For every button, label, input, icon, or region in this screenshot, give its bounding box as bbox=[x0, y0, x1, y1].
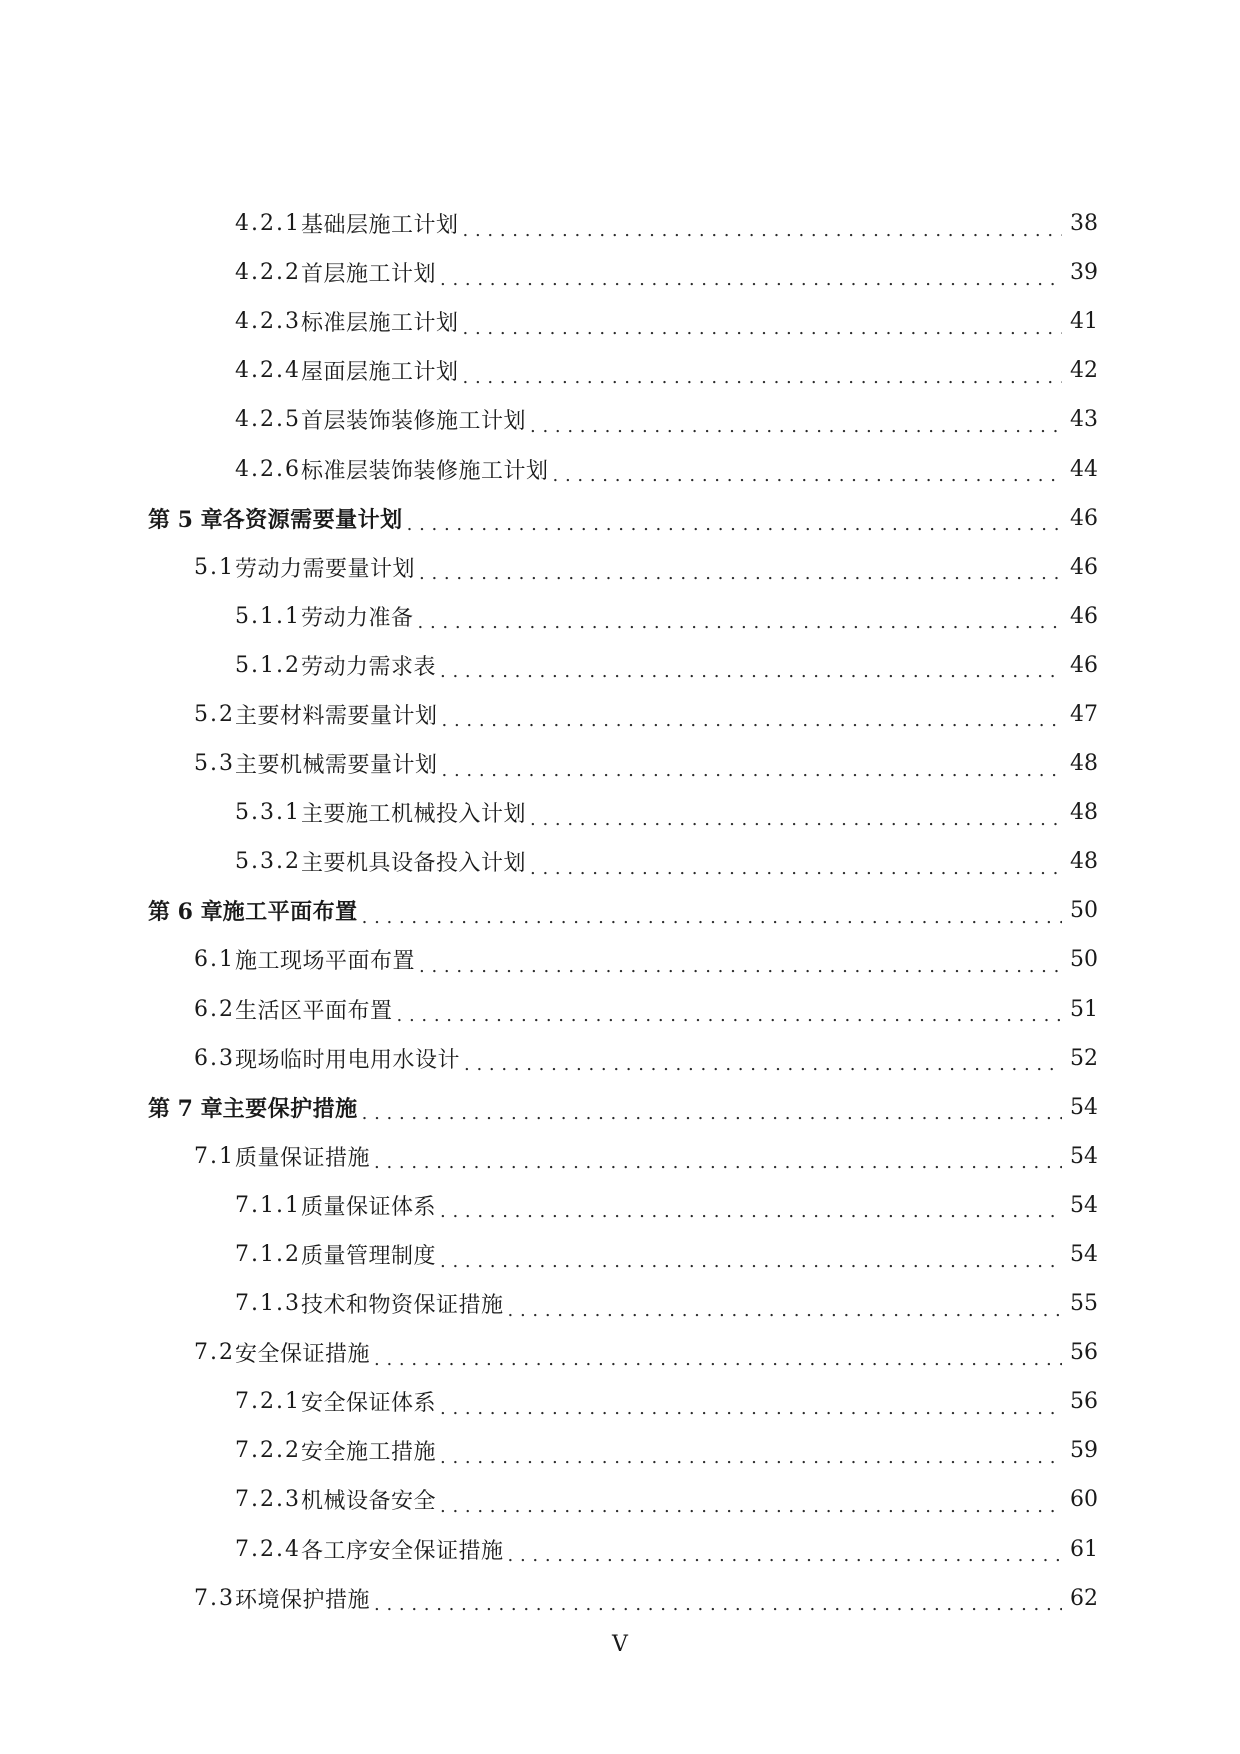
toc-entry-page: 46 bbox=[1070, 652, 1098, 678]
dot-leader bbox=[440, 1248, 1062, 1270]
toc-entry-page: 59 bbox=[1070, 1438, 1098, 1464]
dot-leader bbox=[464, 1051, 1062, 1073]
toc-entry[interactable] bbox=[148, 1475, 1096, 1524]
toc-entry-title: 环境保护措施 bbox=[235, 1587, 371, 1613]
toc-section-entry[interactable] bbox=[148, 690, 1096, 739]
toc-entry-page: 55 bbox=[1070, 1291, 1098, 1317]
toc-entry-number: 7.2.3 bbox=[235, 1487, 301, 1513]
toc-entry-page: 50 bbox=[1070, 947, 1098, 973]
dot-leader bbox=[362, 1100, 1062, 1122]
dot-leader bbox=[440, 1493, 1062, 1515]
toc-entry-title: 标准层施工计划 bbox=[300, 311, 459, 337]
toc-entry-title: 首层装饰装修施工计划 bbox=[300, 409, 526, 435]
toc-entry[interactable] bbox=[148, 1279, 1096, 1328]
dot-leader bbox=[463, 315, 1063, 337]
toc-entry[interactable] bbox=[148, 1230, 1096, 1279]
toc-section-entry[interactable] bbox=[148, 1034, 1096, 1083]
dot-leader bbox=[440, 1444, 1062, 1466]
dot-leader bbox=[362, 904, 1062, 926]
toc-entry-title: 技术和物资保证措施 bbox=[300, 1293, 504, 1319]
toc-entry-title: 生活区平面布置 bbox=[235, 998, 393, 1024]
toc-entry-title: 屋面层施工计划 bbox=[300, 360, 459, 386]
dot-leader bbox=[553, 462, 1063, 484]
toc-entry[interactable] bbox=[148, 248, 1096, 297]
toc-entry[interactable] bbox=[148, 346, 1096, 395]
dot-leader bbox=[508, 1297, 1063, 1319]
toc-entry-title: 标准层装饰装修施工计划 bbox=[300, 458, 549, 484]
toc-entry[interactable] bbox=[148, 297, 1096, 346]
dot-leader bbox=[419, 953, 1062, 975]
toc-entry-page: 44 bbox=[1070, 456, 1098, 482]
toc-entry-title: 现场临时用电用水设计 bbox=[235, 1047, 461, 1073]
toc-entry-page: 43 bbox=[1070, 407, 1098, 433]
toc-entry-page: 60 bbox=[1070, 1487, 1098, 1513]
dot-leader bbox=[419, 560, 1062, 582]
toc-entry-number: 7.1.2 bbox=[235, 1242, 301, 1268]
dot-leader bbox=[463, 364, 1063, 386]
toc-entry[interactable] bbox=[148, 199, 1096, 248]
toc-entry-number: 5.3.2 bbox=[235, 849, 301, 875]
toc-entry-title: 主要保护措施 bbox=[222, 1095, 358, 1122]
toc-entry-number: 7.3 bbox=[194, 1585, 235, 1611]
toc-entry-title: 质量保证体系 bbox=[300, 1194, 436, 1220]
toc-entry-page: 46 bbox=[1070, 554, 1098, 580]
toc-entry-number: 5.2 bbox=[194, 701, 235, 727]
toc-entry-number: 4.2.2 bbox=[235, 260, 301, 286]
toc-entry[interactable] bbox=[148, 641, 1096, 690]
toc-entry-number: 7.2 bbox=[194, 1340, 235, 1366]
toc-entry-number: 6.3 bbox=[194, 1045, 235, 1071]
toc-entry-title: 质量保证措施 bbox=[235, 1145, 371, 1171]
toc-entry-number: 7.1 bbox=[194, 1143, 235, 1169]
toc-entry-number: 4.2.3 bbox=[235, 309, 301, 335]
toc-entry-title: 施工现场平面布置 bbox=[235, 949, 416, 975]
toc-entry-title: 质量管理制度 bbox=[300, 1244, 436, 1270]
toc-entry-page: 47 bbox=[1070, 701, 1098, 727]
toc-entry-page: 62 bbox=[1070, 1585, 1098, 1611]
toc-entry-page: 46 bbox=[1070, 505, 1098, 531]
toc-chapter-entry[interactable] bbox=[148, 1083, 1096, 1132]
toc-entry-page: 48 bbox=[1070, 751, 1098, 777]
dot-leader bbox=[374, 1591, 1062, 1613]
toc-entry-page: 38 bbox=[1070, 211, 1098, 237]
toc-entry-number: 6.1 bbox=[194, 947, 235, 973]
toc-entry-number: 5.3 bbox=[194, 751, 235, 777]
toc-entry-title: 主要材料需要量计划 bbox=[235, 703, 438, 729]
dot-leader bbox=[440, 1395, 1062, 1417]
toc-entry-page: 51 bbox=[1070, 996, 1098, 1022]
toc-entry-page: 48 bbox=[1070, 849, 1098, 875]
dot-leader bbox=[374, 1149, 1062, 1171]
toc-entry-number: 7.1.1 bbox=[235, 1192, 301, 1218]
toc-entry-title: 主要机械需要量计划 bbox=[235, 753, 438, 779]
toc-entry-number: 5.3.1 bbox=[235, 800, 301, 826]
dot-leader bbox=[407, 511, 1062, 533]
table-of-contents bbox=[148, 199, 1096, 1623]
toc-chapter-entry[interactable] bbox=[148, 886, 1096, 935]
toc-entry-title: 劳动力需求表 bbox=[300, 654, 436, 680]
toc-chapter-entry[interactable] bbox=[148, 494, 1096, 543]
toc-entry-number: 5.1.1 bbox=[235, 603, 301, 629]
dot-leader bbox=[442, 707, 1062, 729]
toc-entry-number: 7.1.3 bbox=[235, 1291, 301, 1317]
toc-entry[interactable] bbox=[148, 837, 1096, 886]
dot-leader bbox=[418, 609, 1063, 631]
toc-section-entry[interactable] bbox=[148, 543, 1096, 592]
toc-section-entry[interactable] bbox=[148, 935, 1096, 984]
toc-entry-page: 54 bbox=[1070, 1192, 1098, 1218]
toc-entry-page: 54 bbox=[1070, 1242, 1098, 1268]
toc-entry[interactable] bbox=[148, 444, 1096, 493]
dot-leader bbox=[440, 1198, 1062, 1220]
toc-entry[interactable] bbox=[148, 788, 1096, 837]
toc-entry-title: 安全保证措施 bbox=[235, 1342, 371, 1368]
toc-entry-number: 7.2.4 bbox=[235, 1536, 301, 1562]
toc-entry[interactable] bbox=[148, 1377, 1096, 1426]
toc-entry-page: 42 bbox=[1070, 358, 1098, 384]
toc-entry-title: 施工平面布置 bbox=[222, 899, 358, 926]
toc-entry-page: 61 bbox=[1070, 1536, 1098, 1562]
dot-leader bbox=[440, 658, 1062, 680]
toc-entry-number: 5.1 bbox=[194, 554, 235, 580]
toc-entry-title: 各资源需要量计划 bbox=[222, 506, 403, 533]
toc-entry-number: 4.2.6 bbox=[235, 456, 301, 482]
toc-entry-title: 各工序安全保证措施 bbox=[300, 1538, 504, 1564]
toc-entry-title: 安全保证体系 bbox=[300, 1391, 436, 1417]
dot-leader bbox=[397, 1002, 1062, 1024]
toc-entry-title: 主要机具设备投入计划 bbox=[300, 851, 526, 877]
toc-entry-title: 主要施工机械投入计划 bbox=[300, 802, 526, 828]
toc-entry-page: 54 bbox=[1070, 1143, 1098, 1169]
toc-entry-page: 41 bbox=[1070, 309, 1098, 335]
toc-entry-number: 7.2.2 bbox=[235, 1438, 301, 1464]
toc-entry-number: 6.2 bbox=[194, 996, 235, 1022]
toc-entry-title: 首层施工计划 bbox=[300, 262, 436, 288]
toc-entry-number: 4.2.5 bbox=[235, 407, 301, 433]
toc-entry-title: 劳动力准备 bbox=[300, 605, 414, 631]
toc-entry[interactable] bbox=[148, 592, 1096, 641]
dot-leader bbox=[440, 266, 1062, 288]
toc-entry-number: 4.2.4 bbox=[235, 358, 301, 384]
toc-entry-number: 第 5 章 bbox=[148, 506, 223, 533]
toc-entry-number: 4.2.1 bbox=[235, 211, 301, 237]
toc-entry-number: 5.1.2 bbox=[235, 652, 301, 678]
toc-entry-page: 50 bbox=[1070, 898, 1098, 924]
toc-section-entry[interactable] bbox=[148, 739, 1096, 788]
toc-entry-title: 劳动力需要量计划 bbox=[235, 556, 416, 582]
toc-entry-number: 第 7 章 bbox=[148, 1095, 223, 1122]
toc-entry[interactable] bbox=[148, 1525, 1096, 1574]
toc-entry-page: 56 bbox=[1070, 1389, 1098, 1415]
dot-leader bbox=[463, 217, 1063, 239]
toc-section-entry[interactable] bbox=[148, 985, 1096, 1034]
toc-entry-page: 56 bbox=[1070, 1340, 1098, 1366]
toc-entry[interactable] bbox=[148, 395, 1096, 444]
toc-section-entry[interactable] bbox=[148, 1328, 1096, 1377]
dot-leader bbox=[508, 1542, 1063, 1564]
toc-entry[interactable] bbox=[148, 1426, 1096, 1475]
dot-leader bbox=[374, 1346, 1062, 1368]
toc-entry-page: 48 bbox=[1070, 800, 1098, 826]
toc-entry[interactable] bbox=[148, 1181, 1096, 1230]
dot-leader bbox=[530, 806, 1062, 828]
toc-entry-number: 7.2.1 bbox=[235, 1389, 301, 1415]
toc-entry-page: 54 bbox=[1070, 1094, 1098, 1120]
toc-entry-number: 第 6 章 bbox=[148, 899, 223, 926]
toc-entry-page: 52 bbox=[1070, 1045, 1098, 1071]
toc-entry-title: 机械设备安全 bbox=[300, 1489, 436, 1515]
dot-leader bbox=[530, 855, 1062, 877]
toc-entry-page: 46 bbox=[1070, 603, 1098, 629]
page-number-footer: V bbox=[612, 1632, 628, 1657]
dot-leader bbox=[442, 757, 1062, 779]
toc-section-entry[interactable] bbox=[148, 1574, 1096, 1623]
toc-entry-page: 39 bbox=[1070, 260, 1098, 286]
toc-section-entry[interactable] bbox=[148, 1132, 1096, 1181]
toc-entry-title: 安全施工措施 bbox=[300, 1440, 436, 1466]
toc-entry-title: 基础层施工计划 bbox=[300, 213, 459, 239]
dot-leader bbox=[530, 413, 1062, 435]
